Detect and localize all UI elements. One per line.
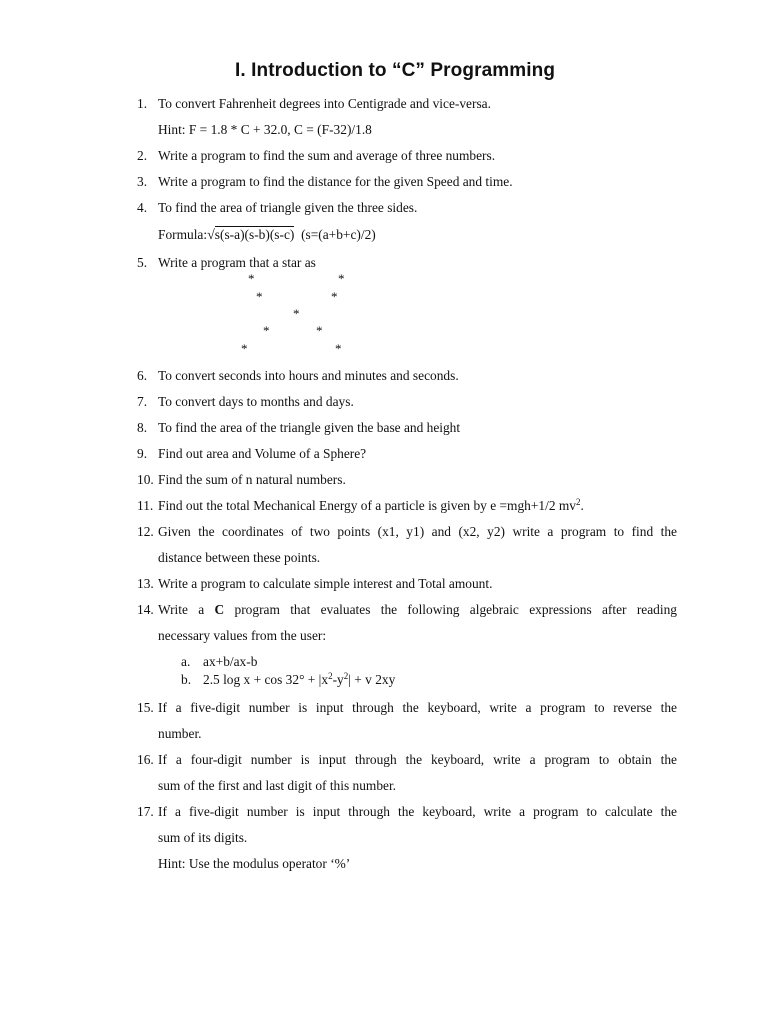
item-text: To convert days to months and days. — [158, 394, 354, 409]
item-number: 6. — [137, 368, 148, 383]
formula-radicand: s(s-a)(s-b)(s-c) — [214, 227, 295, 242]
item-text: To find the area of triangle given the three sides. — [158, 200, 418, 215]
star: * — [335, 341, 342, 356]
item-text-line2: sum of its digits. — [158, 830, 248, 845]
sub-letter: a. — [181, 654, 191, 669]
item-number: 5. — [137, 255, 148, 270]
page-title: I. Introduction to “C” Programming — [234, 60, 556, 81]
item-text: Find the sum of n natural numbers. — [158, 472, 346, 487]
item-text-end: . — [580, 498, 584, 513]
formula — [158, 227, 376, 244]
item-hint: Hint: Use the modulus operator ‘%’ — [158, 856, 351, 871]
item-number: 1. — [137, 96, 148, 111]
sub-text — [203, 672, 395, 688]
superscript: 2 — [343, 671, 349, 681]
item-text — [158, 498, 584, 514]
superscript: 2 — [328, 671, 333, 681]
item-text-line1: Given the coordinates of two points (x1, y1) and (x2, y2) write a program to find the — [158, 524, 677, 539]
star: * — [338, 271, 345, 286]
item-text-main: Find out the total Mechanical Energy of a particle is given by e =mgh+1/2 mv — [158, 498, 576, 513]
item-number: 10. — [137, 472, 154, 487]
item-text: To convert seconds into hours and minutes and seconds. — [158, 368, 459, 383]
sub-text: ax+b/ax-b — [203, 654, 258, 669]
item-number: 12. — [137, 524, 154, 539]
item-number: 14. — [137, 602, 154, 617]
item-text-part: program that evaluates the following algebraic expressions after reading — [224, 602, 677, 617]
star: * — [293, 306, 300, 321]
formula-prefix: Formula: — [158, 227, 208, 242]
item-number: 2. — [137, 148, 148, 163]
item-text-line2: number. — [158, 726, 202, 741]
item-text: Write a program to calculate simple interest and Total amount. — [158, 576, 493, 591]
item-text: To convert Fahrenheit degrees into Centigrade and vice-versa. — [158, 96, 491, 111]
star: * — [331, 289, 338, 304]
item-text-line1: If a five-digit number is input through the keyboard, write a program to calculate the — [158, 804, 677, 819]
item-number: 15. — [137, 700, 154, 715]
star: * — [316, 323, 323, 338]
item-number: 3. — [137, 174, 148, 189]
expr-part: -y — [332, 672, 344, 687]
expr-part: 2.5 log x + cos 32° + |x — [203, 672, 329, 687]
formula-suffix: (s=(a+b+c)/2) — [301, 227, 376, 242]
item-text: Find out area and Volume of a Sphere? — [158, 446, 367, 461]
item-text-line2: necessary values from the user: — [158, 628, 327, 643]
item-number: 16. — [137, 752, 154, 767]
item-text-line2: distance between these points. — [158, 550, 321, 565]
item-number: 11. — [137, 498, 154, 513]
item-text-line1: If a five-digit number is input through the keyboard, write a program to reverse the — [158, 700, 677, 715]
item-number: 4. — [137, 200, 148, 215]
item-text: Write a program to find the sum and average of three numbers. — [158, 148, 496, 163]
item-number: 13. — [137, 576, 154, 591]
superscript: 2 — [575, 497, 581, 507]
item-text-line1 — [158, 602, 677, 618]
item-number: 9. — [137, 446, 148, 461]
item-text-line1: If a four-digit number is input through the keyboard, write a program to obtain the — [158, 752, 677, 767]
star: * — [241, 341, 248, 356]
bold-c: C — [214, 602, 225, 617]
star: * — [256, 289, 263, 304]
item-text: Write a program to find the distance for the given Speed and time. — [158, 174, 513, 189]
item-text: Write a program that a star as — [158, 255, 316, 270]
item-number: 8. — [137, 420, 148, 435]
star: * — [248, 271, 255, 286]
item-hint: Hint: F = 1.8 * C + 32.0, C = (F-32)/1.8 — [158, 122, 372, 137]
item-number: 17. — [137, 804, 154, 819]
star: * — [263, 323, 270, 338]
sqrt-symbol: √ — [207, 228, 215, 243]
item-number: 7. — [137, 394, 148, 409]
sub-letter: b. — [181, 672, 192, 687]
item-text-line2: sum of the first and last digit of this number. — [158, 778, 397, 793]
item-text-part: Write a — [158, 602, 215, 617]
item-text: To find the area of the triangle given the base and height — [158, 420, 461, 435]
expr-part: | + v 2xy — [348, 672, 396, 687]
